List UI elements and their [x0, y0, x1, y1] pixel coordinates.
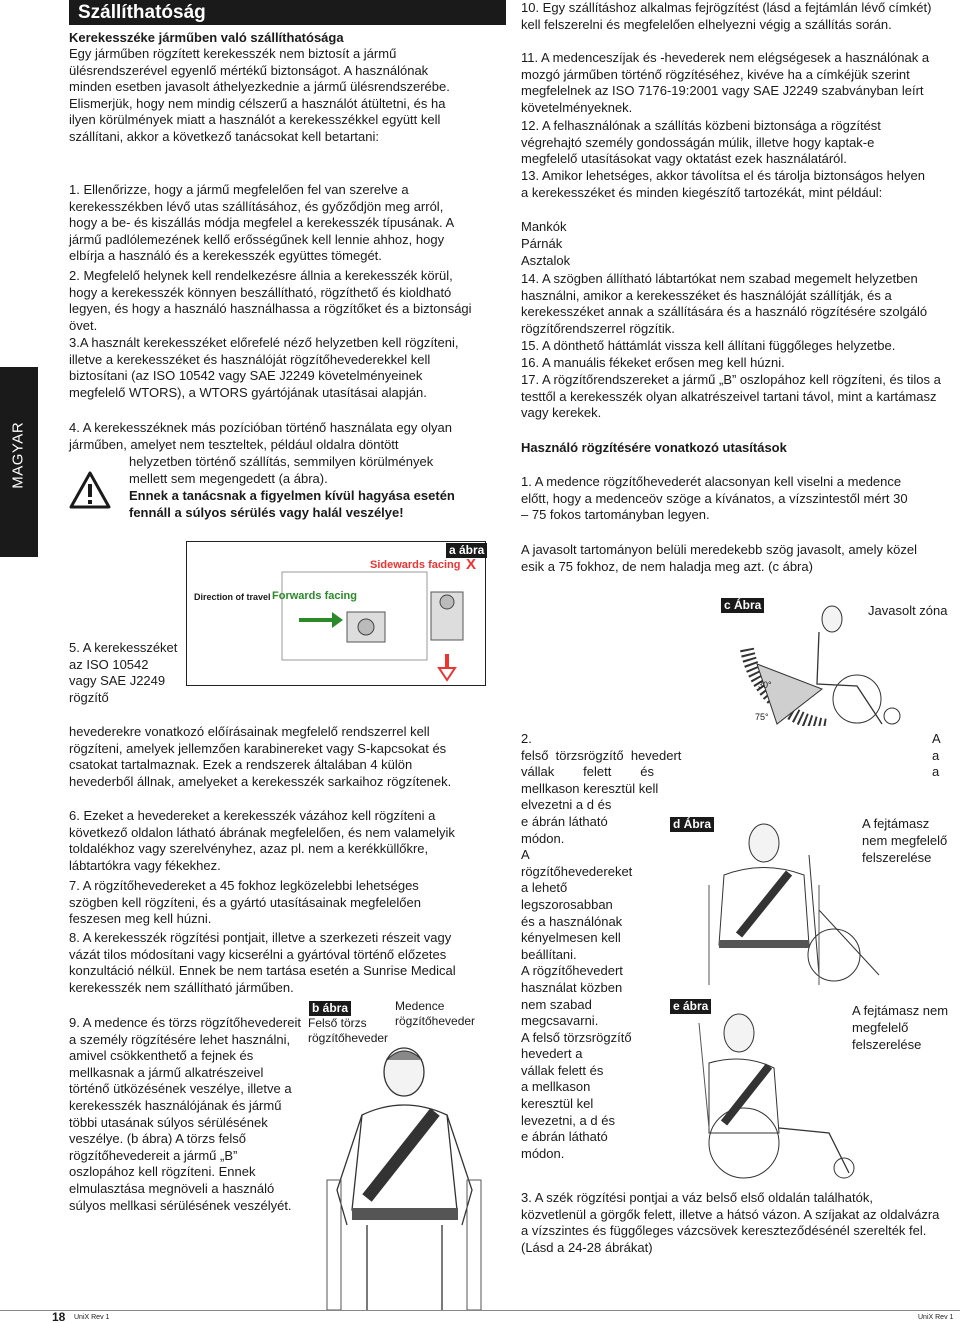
text-line: A — [932, 731, 941, 746]
item-14: 14. A szögben állítható lábtartókat nem szabad megemelt helyzetben használni, amikor a kerekesszéket és használóját szállítják, és a kerekesszéket annak a szállítására és a használó rögzítésére szolgáló rögzítőrendszerrel rögzítik. — [521, 271, 928, 336]
item-17: 17. A rögzítőrendszereket a jármű „B” oszlopához kell rögzíteni, és tilos a testtől a kerekesszék olyan alkatrészeivel tartani távol, mint a kartámasz vagy kerekek. — [521, 372, 941, 421]
text-line: rögzítőhevedereket — [521, 863, 633, 879]
forbidden-x-mark: X — [466, 556, 477, 573]
language-label: MAGYAR — [9, 421, 27, 489]
figure-d-note: A fejtámasz nem megfelelő felszerelése — [862, 816, 948, 865]
item-9: 9. A medence és törzs rögzítőhevedereit a személy rögzítésére lehet használni, amivel csökkenthető a fejnek és mellkasnak a jármű alkatrészeivel történő ütközésének veszélye, illetve a kerekesszék használójának és jármű többi utasának súlyos sérülésének veszélye. (b ábra) A törzs felső rögzítőhevedereit a jármű „B” oszlopához kell rögzíteni. Ennek elmulasztása megnöveli a használó súlyos mellkasi sérülésének veszélyét. — [69, 1015, 301, 1213]
page-title: Szállíthatóság — [78, 2, 206, 23]
text-line: mellkason keresztül kell — [521, 780, 659, 796]
footer-divider — [0, 1310, 960, 1311]
text-line: és a használónak — [521, 913, 623, 929]
text-line: e ábrán látható — [521, 813, 608, 829]
text-line: vállak felett és — [521, 764, 654, 780]
text-line: módon. — [521, 830, 565, 846]
footer-doc-right: UniX Rev 1 — [918, 1314, 954, 1321]
text-line: felső törzsrögzítő hevedert — [521, 747, 682, 763]
text-line: a — [932, 764, 940, 780]
footer-doc-left: UniX Rev 1 — [74, 1314, 110, 1321]
text-line: keresztül kel — [521, 1096, 594, 1112]
text-line: a — [932, 747, 940, 763]
sidewards-facing-label: Sidewards facing — [370, 559, 461, 571]
section-title-bar — [69, 0, 506, 25]
right-item-1: 1. A medence rögzítőhevederét alacsonyan kell viselni a medence előtt, hogy a medenceöv szöge a kívánatos, a vízszintestől mért 30 – 75 fokos tartományban legyen. — [521, 474, 908, 523]
item-5a: 5. A kerekesszéket az ISO 10542 vagy SAE J2249 rögzítő — [69, 640, 178, 705]
forwards-facing-label: Forwards facing — [272, 590, 357, 602]
figure-e-label: e ábra — [670, 999, 711, 1014]
right-item-1b: A javasolt tartományon belüli meredekebb szög javasolt, amely közel esik a 75 fokhoz, de nem haladja meg azt. (c ábra) — [521, 542, 917, 574]
direction-of-travel-label: Direction of travel — [194, 592, 271, 602]
pelvis-strap-label: Medence rögzítőheveder — [395, 999, 476, 1028]
figure-c-label: c Ábra — [721, 598, 764, 613]
list-item: Párnák — [521, 236, 563, 251]
warning-icon — [69, 471, 111, 509]
item-4b: helyzetben történő szállítás, semmilyen körülmények mellett sem megengedett (a ábra). — [129, 454, 434, 486]
item-12: 12. A felhasználónak a szállítás közbeni biztonsága a rögzítést végrehajtó személy gondosságán múlik, illetve hogy kaptak-e megfelelő utasításokat vagy oktatást ezek használatáról. — [521, 118, 881, 167]
text-line: e ábrán látható — [521, 1129, 608, 1145]
text-line: módon. — [521, 1145, 565, 1161]
upper-strap-label: Felső törzs rögzítőheveder — [308, 1016, 389, 1045]
list-item: Asztalok — [521, 253, 571, 268]
figure-d-label: d Ábra — [670, 817, 714, 832]
text-line: A rögzítőhevedert — [521, 963, 623, 979]
text-line: legszorosabban — [521, 896, 613, 912]
text-line: A felső törzsrögzítő — [521, 1029, 632, 1045]
item-5b: hevederekre vonatkozó előírásainak megfelelő rendszerrel kell rögzíteni, amelyek jellemzően karabinereket vagy S-kapcsokat és csatokat tartalmaznak. Ezek a rendszerek általában 4 külön hevederből állnak, amelyeket a kerekesszék sarkaihoz rögzítenek. — [69, 724, 452, 789]
text-line: A — [521, 847, 530, 863]
text-line: kényelmesen kell — [521, 930, 621, 946]
text-line: beállítani. — [521, 946, 577, 962]
language-tab — [0, 367, 38, 557]
figure-a-label: a ábra — [446, 543, 487, 558]
intro-paragraph: Egy járműben rögzített kerekesszék nem biztosít a jármű ülésrendszerével egyenlő mértékű biztonságot. A használónak minden esetben javasolt áthelyezkednie a jármű ülésrendszerébe. Elismerjük, hogy nem mindig célszerű a használót átültetni, és ha ilyen körülmények miatt a használót a kerekesszékkel együtt kell szállítani, akkor a következő tanácsokat kell betartani: — [69, 46, 450, 144]
item-7: 7. A rögzítőhevedereket a 45 fokhoz legközelebbi lehetséges szögben kell rögzíteni, és a gyártó utasításainak megfelelően feszesen meg kell húzni. — [69, 878, 421, 927]
item-15: 15. A dönthető háttámlát vissza kell állítani függőleges helyzetbe. — [521, 338, 896, 353]
figure-b — [307, 1040, 487, 1310]
intro-heading: Kerekesszéke járműben való szállíthatósága — [69, 30, 344, 45]
text-line: elvezetni a d és — [521, 797, 612, 813]
warning-text: Ennek a tanácsnak a figyelmen kívül hagyása esetén fennáll a súlyos sérülés vagy halál veszélye! — [129, 488, 455, 520]
item-10: 10. Egy szállításhoz alkalmas fejrögzítést (lásd a fejtámlán lévő címkét) kell felszerelni és megfelelően elhelyezni végig a szállítás során. — [521, 0, 932, 32]
figure-e-note: A fejtámasz nem megfelelő felszerelése — [852, 1003, 949, 1052]
item-13: 13. Amikor lehetséges, akkor távolítsa el és tárolja biztonságos helyen a kerekesszéket és minden kiegészítő tartozékát, mint például: — [521, 168, 925, 200]
item-11: 11. A medenceszíjak és -hevederek nem elégségesek a használónak a mozgó járműben történő rögzítéséhez, kivéve ha a címkéjük szerint megfelelnek az ISO 7176-19:2001 vagy SAE J2249 szabványban leírt követelményeknek. — [521, 50, 930, 115]
right-item-3: 3. A szék rögzítési pontjai a váz belső első oldalán találhatók, közvetlenül a görgők felett, illetve a hátsó vázon. A szíjakat az oldalvázra a vízszintes és függőleges vázcsövek kereszteződésénél szerelték fel. (Lásd a 24-28 ábrákat) — [521, 1190, 940, 1255]
text-line: a lehető — [521, 880, 568, 896]
item-16: 16. A manuális fékeket erősen meg kell húzni. — [521, 355, 785, 370]
sub-heading: Használó rögzítésére vonatkozó utasítások — [521, 440, 787, 455]
text-line: használat közben — [521, 979, 623, 995]
page-number: 18 — [52, 1310, 66, 1323]
item-4a: 4. A kerekesszéknek más pozícióban történő használata egy olyan járműben, amelyet nem teszteltek, például oldalra döntött — [69, 420, 453, 452]
figure-b-label: b ábra — [309, 1001, 351, 1016]
text-line: 2. — [521, 731, 532, 746]
item-8: 8. A kerekesszék rögzítési pontjait, illetve a szerkezeti részeit vagy vázát tilos módosítani vagy kicserélni a gyártóval történő előzetes konzultáció nélkül. Ennek be nem tartása esetén a Sunrise Medical kerekesszék nem szállítható járműben. — [69, 930, 456, 995]
item-1: 1. Ellenőrizze, hogy a jármű megfelelően fel van szerelve a kerekesszékben lévő utas szállításához, és győződjön meg arról, hogy a be- és kiszállás módja megfelel a kerekesszék típusának. A jármű padlólemezének kellő erősségűnek kell lennie ahhoz, hogy elbírja a használó és a kerekesszék együttes tömegét. — [69, 182, 454, 264]
recommended-zone-label: Javasolt zóna — [868, 603, 948, 618]
text-line: vállak felett és — [521, 1062, 604, 1078]
text-line: levezetni, a d és — [521, 1112, 615, 1128]
angle-30-label: 30° — [758, 680, 772, 690]
item-6: 6. Ezeket a hevedereket a kerekesszék vázához kell rögzíteni a következő oldalon látható ábrának megfelelően, és nem valamelyik toldalékhoz vagy szerelvényhez, azaz pl. nem a kerékküllőkre, lábtartókra vagy fékekhez. — [69, 808, 455, 873]
item-2: 2. Megfelelő helynek kell rendelkezésre állnia a kerekesszék körül, hogy a kerekesszék könnyen beszállítható, rögzíthető és kioldható legyen, és hogy a használó használhassa a rögzítőket és a biztonsági övet. — [69, 268, 472, 333]
item-3: 3.A használt kerekesszéket előrefelé néző helyzetben kell rögzíteni, illetve a kerekesszéket és használóját rögzítőhevederekkel kell biztosítani (az ISO 10542 vagy SAE J2249 követelményeinek megfelelő WTORS), a WTORS gyártójának utasításai alapján. — [69, 335, 459, 400]
text-line: megcsavarni. — [521, 1013, 599, 1029]
right-item-2-edge — [932, 731, 952, 781]
angle-75-label: 75° — [755, 712, 769, 722]
text-line: a mellkason — [521, 1079, 591, 1095]
text-line: hevedert a — [521, 1046, 583, 1062]
list-item: Mankók — [521, 219, 567, 234]
text-line: nem szabad — [521, 996, 592, 1012]
